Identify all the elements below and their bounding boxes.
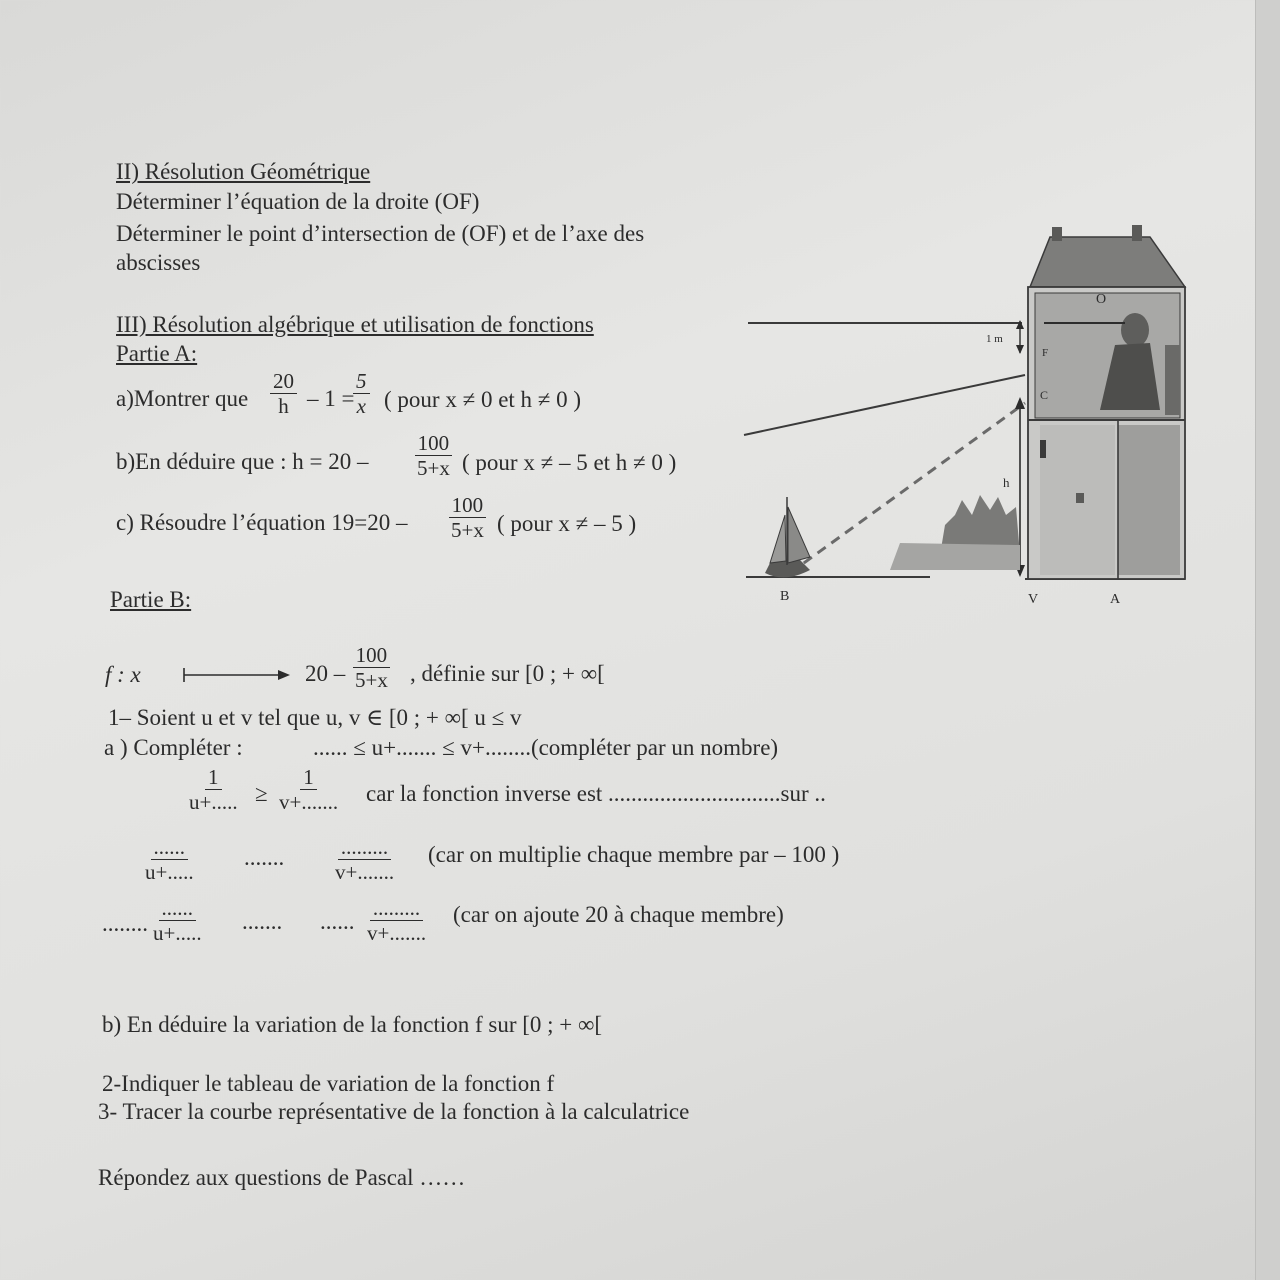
- q1a-fill: ...... ≤ u+....... ≤ v+........(compléter par un nombre): [313, 735, 779, 760]
- ineq3-left-den: u+.....: [153, 921, 202, 946]
- ineq1-right-num: 1: [300, 766, 317, 790]
- ineq2-right: [332, 836, 397, 883]
- qa-cond: ( pour x ≠ 0 et h ≠ 0 ): [384, 387, 582, 412]
- label-1m: 1 m: [986, 333, 1003, 345]
- label-F: F: [1042, 347, 1049, 359]
- qc-prefix: c) Résoudre l’équation 19=20 –: [116, 510, 408, 535]
- arrow-up-icon-2: [1016, 320, 1024, 329]
- arrow-down-icon-2: [1016, 345, 1024, 354]
- qb-prefix: b)En déduire que : h = 20 –: [116, 449, 369, 474]
- ineq2-left-num: ......: [151, 836, 189, 860]
- qa-prefix: a)Montrer que: [116, 386, 249, 411]
- label-C: C: [1040, 388, 1049, 402]
- f-frac-num: 100: [353, 644, 391, 668]
- pascal-tower-figure: [740, 225, 1200, 615]
- ineq3-right-den: v+.......: [367, 921, 427, 946]
- mapsto-arrow-icon: [182, 664, 292, 686]
- ineq3-pre-right: ......: [320, 909, 355, 934]
- ineq1-right-den: v+.......: [279, 790, 339, 815]
- label-B: B: [780, 589, 790, 604]
- ineq3-left-num: ......: [159, 897, 197, 921]
- section2-line2: Déterminer le point d’intersection de (OF) et de l’axe des: [116, 221, 645, 246]
- chimney-2: [1132, 225, 1142, 241]
- sight-line-bottom: [744, 375, 1025, 435]
- f-label: f : x: [105, 662, 141, 687]
- section3-title: III) Résolution algébrique et utilisation de fonctions: [116, 312, 594, 337]
- label-A: A: [1110, 592, 1121, 607]
- ineq3-mid: .......: [242, 909, 283, 934]
- section2-title: II) Résolution Géométrique: [116, 159, 371, 184]
- q1b: b) En déduire la variation de la fonction f sur [0 ; + ∞[: [102, 1012, 603, 1037]
- label-h: h: [1003, 475, 1010, 490]
- qb-frac-den: 5+x: [417, 456, 450, 481]
- partA-title: Partie A:: [116, 341, 198, 366]
- partB-title: Partie B:: [110, 587, 192, 612]
- qc-frac-num: 100: [449, 494, 487, 518]
- qa-frac2-den: x: [356, 394, 366, 419]
- qb-frac: [414, 432, 453, 479]
- lower-wall-shadow: [1118, 425, 1180, 575]
- ineq2-right-den: v+.......: [335, 860, 395, 885]
- qc-cond: ( pour x ≠ – 5 ): [497, 511, 637, 536]
- ineq3-text: (car on ajoute 20 à chaque membre): [453, 902, 784, 927]
- ineq2-left-den: u+.....: [145, 860, 194, 885]
- f-frac-den: 5+x: [355, 668, 388, 693]
- boat-sail: [788, 507, 810, 563]
- label-O: O: [1096, 292, 1107, 307]
- qb-frac-num: 100: [415, 432, 453, 456]
- observer-head: [1121, 313, 1149, 347]
- q2: 2-Indiquer le tableau de variation de la fonction f: [102, 1071, 555, 1096]
- page-edge: [1255, 0, 1280, 1280]
- ineq3-right: [364, 897, 429, 944]
- qa-mid: – 1 =: [307, 386, 355, 411]
- q3: 3- Tracer la courbe représentative de la fonction à la calculatrice: [98, 1099, 690, 1124]
- qb-cond: ( pour x ≠ – 5 et h ≠ 0 ): [462, 450, 677, 475]
- ineq1-text: car la fonction inverse est ..............................sur ..: [366, 781, 826, 806]
- tower-roof: [1030, 237, 1185, 287]
- shore: [890, 543, 1020, 570]
- f-domain: , définie sur [0 ; + ∞[: [410, 661, 605, 686]
- ineq1-left-den: u+.....: [189, 790, 238, 815]
- ineq1-right: [276, 766, 341, 813]
- ineq2-right-num: .........: [338, 836, 391, 860]
- qc-frac-den: 5+x: [451, 518, 484, 543]
- qa-frac2: [353, 370, 370, 417]
- ineq3-pre: ........: [102, 911, 148, 936]
- ineq3-right-num: .........: [370, 897, 423, 921]
- ineq1-left-num: 1: [205, 766, 222, 790]
- ineq2-text: (car on multiplie chaque membre par – 100 ): [428, 842, 840, 867]
- ineq2-mid: .......: [244, 845, 285, 870]
- label-V: V: [1028, 592, 1039, 607]
- arrow-up-icon: [1015, 397, 1025, 409]
- window-small: [1076, 493, 1084, 503]
- section2-line1: Déterminer l’équation de la droite (OF): [116, 189, 480, 214]
- q1a: a ) Compléter :: [104, 735, 243, 760]
- qa-frac1-den: h: [278, 394, 289, 419]
- window-slit: [1040, 440, 1046, 458]
- boat-sail-2: [770, 515, 786, 563]
- ineq3-left: [150, 897, 205, 944]
- qc-frac: [448, 494, 487, 541]
- qa-frac1: [270, 370, 297, 417]
- ineq2-left: [142, 836, 197, 883]
- q1: 1– Soient u et v tel que u, v ∈ [0 ; + ∞[ u ≤ v: [108, 705, 522, 730]
- qa-frac1-num: 20: [270, 370, 297, 394]
- ineq1-left: [186, 766, 241, 813]
- chair: [1165, 345, 1180, 415]
- ineq1-op: ≥: [255, 781, 268, 806]
- f-frac: [352, 644, 391, 691]
- section2-line3: abscisses: [116, 250, 201, 275]
- chimney: [1052, 227, 1062, 241]
- closing: Répondez aux questions de Pascal ……: [98, 1165, 466, 1190]
- qa-frac2-num: 5: [353, 370, 370, 394]
- f-expr: 20 –: [305, 661, 346, 686]
